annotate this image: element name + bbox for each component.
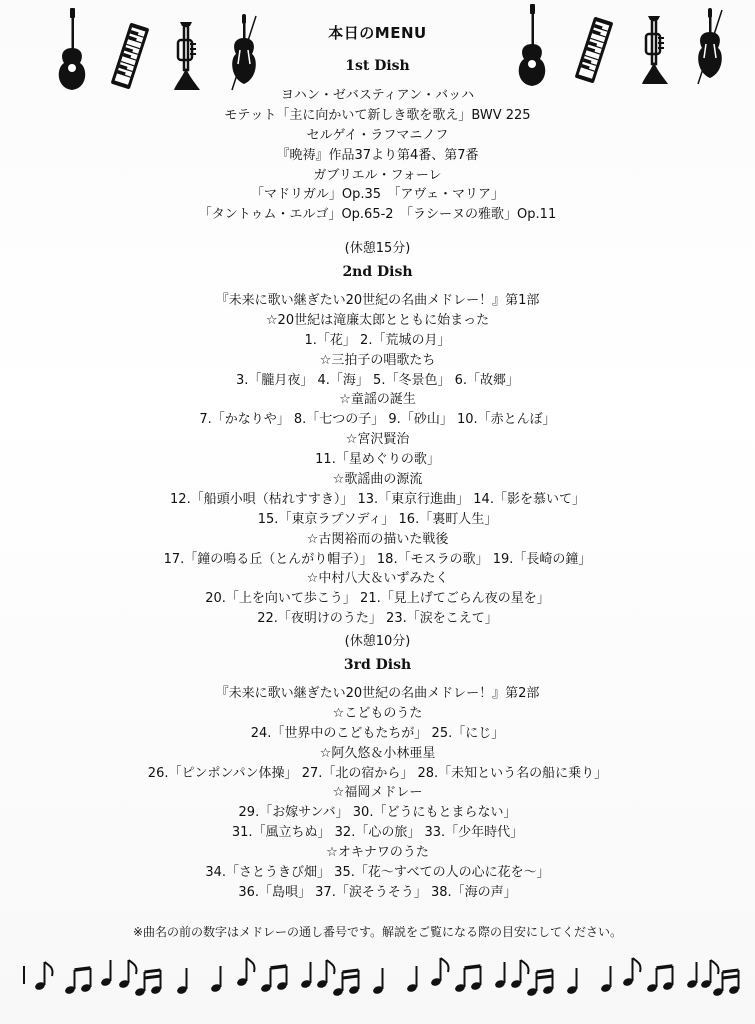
section-heading-3rd-dish: 3rd Dish <box>343 657 412 673</box>
violin-icon <box>692 8 728 88</box>
program-line: ☆福岡メドレー <box>332 785 423 801</box>
program-line: 31.「風立ちぬ」 32.「心の旅」 33.「少年時代」 <box>231 825 524 841</box>
program-line: 20.「上を向いて歩こう」 21.「見上げてごらん夜の星を」 <box>205 591 550 607</box>
program-line: 『未来に歌い継ぎたい20世紀の名曲メドレー！』第1部 <box>215 293 540 308</box>
program-line: 15.「東京ラプソディ」 16.「裏町人生」 <box>257 511 498 527</box>
program-line: 12.「船頭小唄（枯れすすき）」 13.「東京行進曲」 14.「影を慕いて」 <box>170 491 585 507</box>
program-line: 3.「朧月夜」 4.「海」 5.「冬景色」 6.「故郷」 <box>235 372 519 388</box>
program-line: 1.「花」 2.「荒城の月」 <box>304 332 451 348</box>
section-heading-1st-dish: 1st Dish <box>345 58 410 74</box>
program-line: 「タントゥム・エルゴ」Op.65-2 「ラシーヌの雅歌」Op.11 <box>198 207 557 223</box>
program-line: ☆オキナワのうた <box>326 845 429 861</box>
program-line: 『未来に歌い継ぎたい20世紀の名曲メドレー！』第2部 <box>215 686 540 701</box>
program-line: 『晩祷』作品37より第4番、第7番 <box>276 147 479 163</box>
program-line: ヨハン・ゼバスティアン・バッハ <box>280 88 475 103</box>
footnote: ※曲名の前の数字はメドレーの通し番号です。解説をご覧になる際の目安にしてください。 <box>132 925 623 939</box>
intermission-1: (休憩15分) <box>344 241 411 256</box>
program-line: 22.「夜明けのうた」 23.「涙をこえて」 <box>257 611 498 627</box>
program-line: 34.「さとうきび畑」 35.「花～すべての人の心に花を～」 <box>205 865 550 881</box>
section-heading-2nd-dish: 2nd Dish <box>342 264 413 280</box>
program-line: 26.「ピンポンパン体操」 27.「北の宿から」 28.「未知という名の船に乗り」 <box>147 765 608 781</box>
program-line: 29.「お嫁サンバ」 30.「どうにもとまらない」 <box>238 805 517 821</box>
program-line: 36.「島唄」 37.「涙そうそう」 38.「海の声」 <box>238 884 517 900</box>
program-line: ☆阿久悠＆小林亜星 <box>319 745 436 761</box>
program-line: ☆歌謡曲の源流 <box>332 472 423 488</box>
music-notes-icon <box>22 952 742 1002</box>
second-dish-program <box>0 291 755 629</box>
program-line: 17.「鐘の鳴る丘（とんがり帽子）」 18.「モスラの歌」 19.「長崎の鐘」 <box>163 551 592 567</box>
guitar-icon <box>512 4 552 90</box>
program-line: 11.「星めぐりの歌」 <box>315 452 440 468</box>
intermission-2: (休憩10分) <box>344 634 411 649</box>
program-line: ☆三拍子の唱歌たち <box>319 352 436 368</box>
program-line: ガブリエル・フォーレ <box>313 167 442 183</box>
program-line: 「マドリガル」Op.35 「アヴェ・マリア」 <box>250 187 504 203</box>
guitar-icon <box>52 8 92 94</box>
first-dish-program <box>0 86 755 225</box>
program-line: セルゲイ・ラフマニノフ <box>306 127 449 143</box>
third-dish-program <box>0 684 755 903</box>
program-line: 7.「かなりや」 8.「七つの子」 9.「砂山」 10.「赤とんぼ」 <box>199 412 556 428</box>
program-line: モテット「主に向かいて新しき歌を歌え」BWV 225 <box>224 107 531 123</box>
program-line: ☆古関裕而の描いた戦後 <box>306 531 449 547</box>
program-line: ☆宮沢賢治 <box>345 432 410 448</box>
program-line: 24.「世界中のこどもたちが」 25.「にじ」 <box>250 725 505 741</box>
program-line: ☆中村八大＆いずみたく <box>306 571 449 587</box>
program-line: ☆こどものうた <box>332 705 423 721</box>
page-title: 本日のMENU <box>328 24 427 42</box>
program-line: ☆20世紀は滝廉太郎とともに始まった <box>265 312 490 328</box>
program-line: ☆童謡の誕生 <box>339 392 416 408</box>
